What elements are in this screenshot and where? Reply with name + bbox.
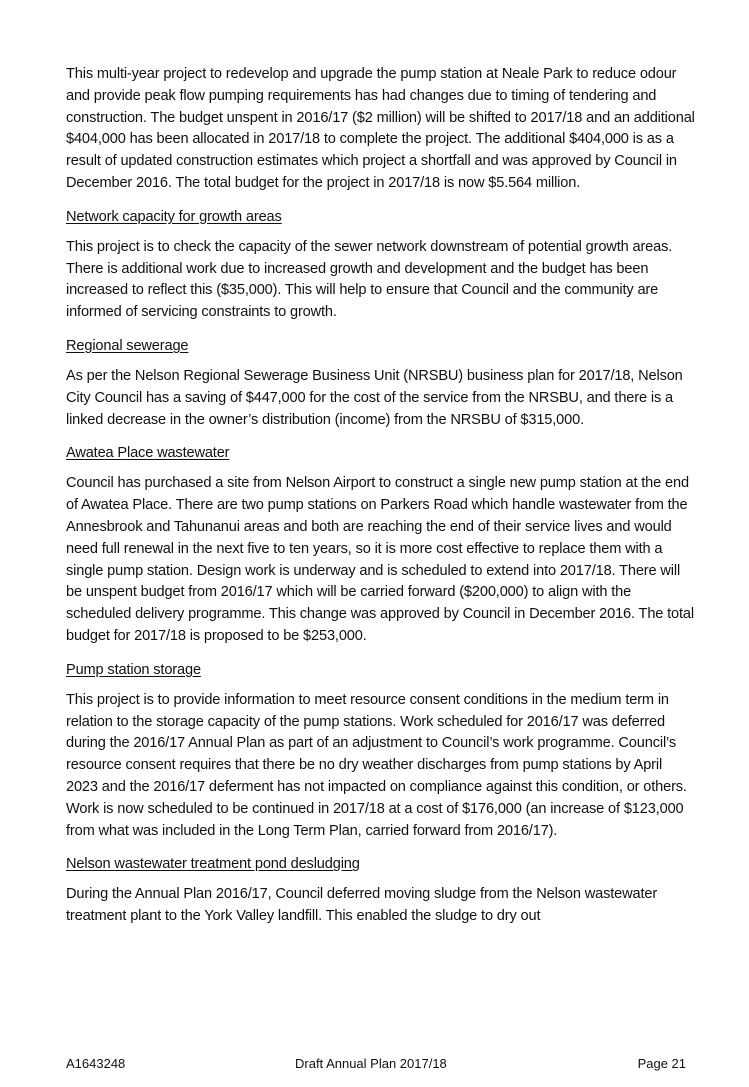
page-footer	[66, 1055, 686, 1073]
footer-page-number: Page 21	[637, 1056, 686, 1071]
paragraph-pump-station-storage: This project is to provide information to meet resource consent conditions in the medium term in relation to the storage capacity of the pump stations. Work scheduled for 2016/17 was deferred during the 2016/17 Annual Plan as part of an adjustment to Council’s work programme. Council’s resource consent requires that there be no dry weather discharges from pump stations by April 2023 and the 2016/17 deferment has not impacted on compliance against this condition, or others. Work is now scheduled to be continued in 2017/18 at a cost of $176,000 (an increase of $123,000 from what was included in the Long Term Plan, carried forward from 2016/17).	[66, 691, 687, 839]
heading-pond-desludging: Nelson wastewater treatment pond desludging	[66, 856, 360, 873]
heading-network-capacity: Network capacity for growth areas	[66, 208, 282, 225]
paragraph-awatea-place: Council has purchased a site from Nelson Airport to construct a single new pump station at the end of Awatea Place. There are two pump stations on Parkers Road which handle wastewater from the Annesbrook and Tahunanui areas and both are reaching the end of their service lives and would need full renewal in the next five to ten years, so it is more cost effective to replace them with a single pump station. Design work is underway and is scheduled to extend into 2017/18. There will be unspent budget from 2016/17 which will be carried forward ($200,000) to align with the scheduled delivery programme. This change was approved by Council in December 2016. The total budget for 2017/18 is proposed to be $253,000.	[66, 475, 694, 644]
heading-regional-sewerage: Regional sewerage	[66, 337, 189, 354]
paragraph-regional-sewerage: As per the Nelson Regional Sewerage Business Unit (NRSBU) business plan for 2017/18, Nelson City Council has a saving of $447,000 for the cost of the service from the NRSBU, and there is a linked decrease in the owner’s distribution (income) from the NRSBU of $315,000.	[66, 367, 683, 428]
heading-awatea-place: Awatea Place wastewater	[66, 445, 230, 462]
document-page	[66, 64, 696, 940]
footer-doc-title: Draft Annual Plan 2017/18	[295, 1056, 447, 1071]
paragraph-pond-desludging: During the Annual Plan 2016/17, Council deferred moving sludge from the Nelson wastewater treatment plant to the York Valley landfill. This enabled the sludge to dry out	[66, 886, 658, 925]
paragraph-network-capacity: This project is to check the capacity of the sewer network downstream of potential growth areas. There is additional work due to increased growth and development and the budget has been increased to reflect this ($35,000). This will help to ensure that Council and the community are informed of servicing constraints to growth.	[66, 238, 673, 321]
paragraph-neale-park: This multi-year project to redevelop and upgrade the pump station at Neale Park to reduce odour and provide peak flow pumping requirements has had changes due to timing of tendering and construction. The budget unspent in 2016/17 ($2 million) will be shifted to 2017/18 and an additional $404,000 has been allocated in 2017/18 to complete the project. The additional $404,000 is as a result of updated construction estimates which project a shortfall and was approved by Council in December 2016. The total budget for the project in 2017/18 is now $5.564 million.	[66, 66, 695, 191]
heading-pump-station-storage: Pump station storage	[66, 661, 201, 678]
footer-doc-id: A1643248	[66, 1056, 126, 1071]
